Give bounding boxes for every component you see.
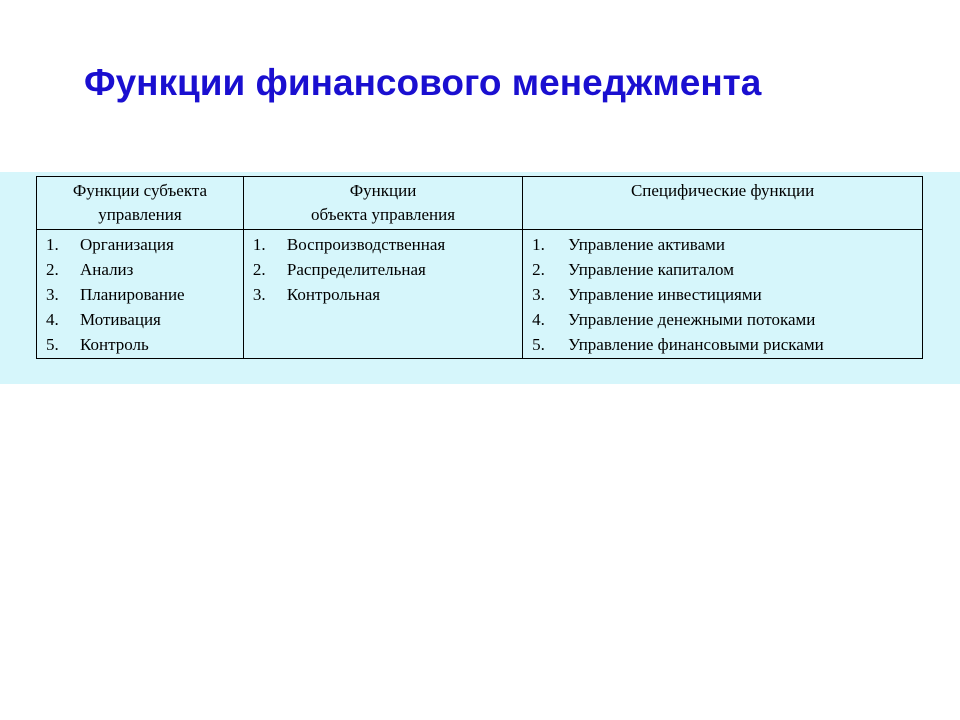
item-text: Управление капиталом xyxy=(568,260,734,279)
item-text: Воспроизводственная xyxy=(286,235,446,254)
header-specific-functions xyxy=(523,177,923,230)
item-number: 3. xyxy=(252,285,266,304)
page-title: Функции финансового менеджмента xyxy=(84,62,762,103)
item-text: Управление активами xyxy=(568,235,725,254)
item-number: 5. xyxy=(532,335,545,354)
item-number: 2. xyxy=(252,260,266,279)
list-item xyxy=(527,282,918,307)
item-number: 3. xyxy=(532,285,545,304)
header-subject-functions xyxy=(37,177,244,230)
list-item xyxy=(527,232,918,257)
list-item xyxy=(527,307,918,332)
item-text: Планирование xyxy=(80,285,185,304)
subject-functions-cell xyxy=(37,230,244,359)
item-text: Управление инвестициями xyxy=(568,285,762,304)
item-number: 3. xyxy=(46,285,59,304)
table-row xyxy=(37,230,923,359)
header-line: Функции xyxy=(349,181,417,200)
item-number: 4. xyxy=(532,310,545,329)
subject-functions-list xyxy=(41,232,239,357)
specific-functions-cell xyxy=(523,230,923,359)
item-text: Анализ xyxy=(80,260,134,279)
item-number: 2. xyxy=(532,260,545,279)
item-number: 1. xyxy=(532,235,545,254)
item-number: 1. xyxy=(252,235,266,254)
item-text: Мотивация xyxy=(80,310,161,329)
item-number: 1. xyxy=(46,235,59,254)
list-item xyxy=(527,257,918,282)
header-object-functions xyxy=(243,177,522,230)
list-item xyxy=(248,282,518,307)
specific-functions-list xyxy=(527,232,918,357)
header-line: Функции субъекта xyxy=(72,181,208,200)
table-header-row xyxy=(37,177,923,230)
item-number: 2. xyxy=(46,260,59,279)
item-text: Контрольная xyxy=(286,285,381,304)
header-line: объекта управления xyxy=(311,205,456,224)
functions-table xyxy=(36,176,923,359)
item-text: Контроль xyxy=(80,335,149,354)
object-functions-list xyxy=(248,232,518,307)
item-text: Организация xyxy=(80,235,174,254)
item-text: Управление денежными потоками xyxy=(568,310,816,329)
list-item xyxy=(41,332,239,357)
list-item xyxy=(41,282,239,307)
item-text: Управление финансовыми рисками xyxy=(568,335,824,354)
list-item xyxy=(41,307,239,332)
list-item xyxy=(248,257,518,282)
object-functions-cell xyxy=(243,230,522,359)
header-line: управления xyxy=(98,205,182,224)
list-item xyxy=(41,232,239,257)
item-number: 5. xyxy=(46,335,59,354)
header-line: Специфические функции xyxy=(630,181,815,200)
item-number: 4. xyxy=(46,310,59,329)
list-item xyxy=(527,332,918,357)
item-text: Распределительная xyxy=(286,260,426,279)
list-item xyxy=(248,232,518,257)
list-item xyxy=(41,257,239,282)
